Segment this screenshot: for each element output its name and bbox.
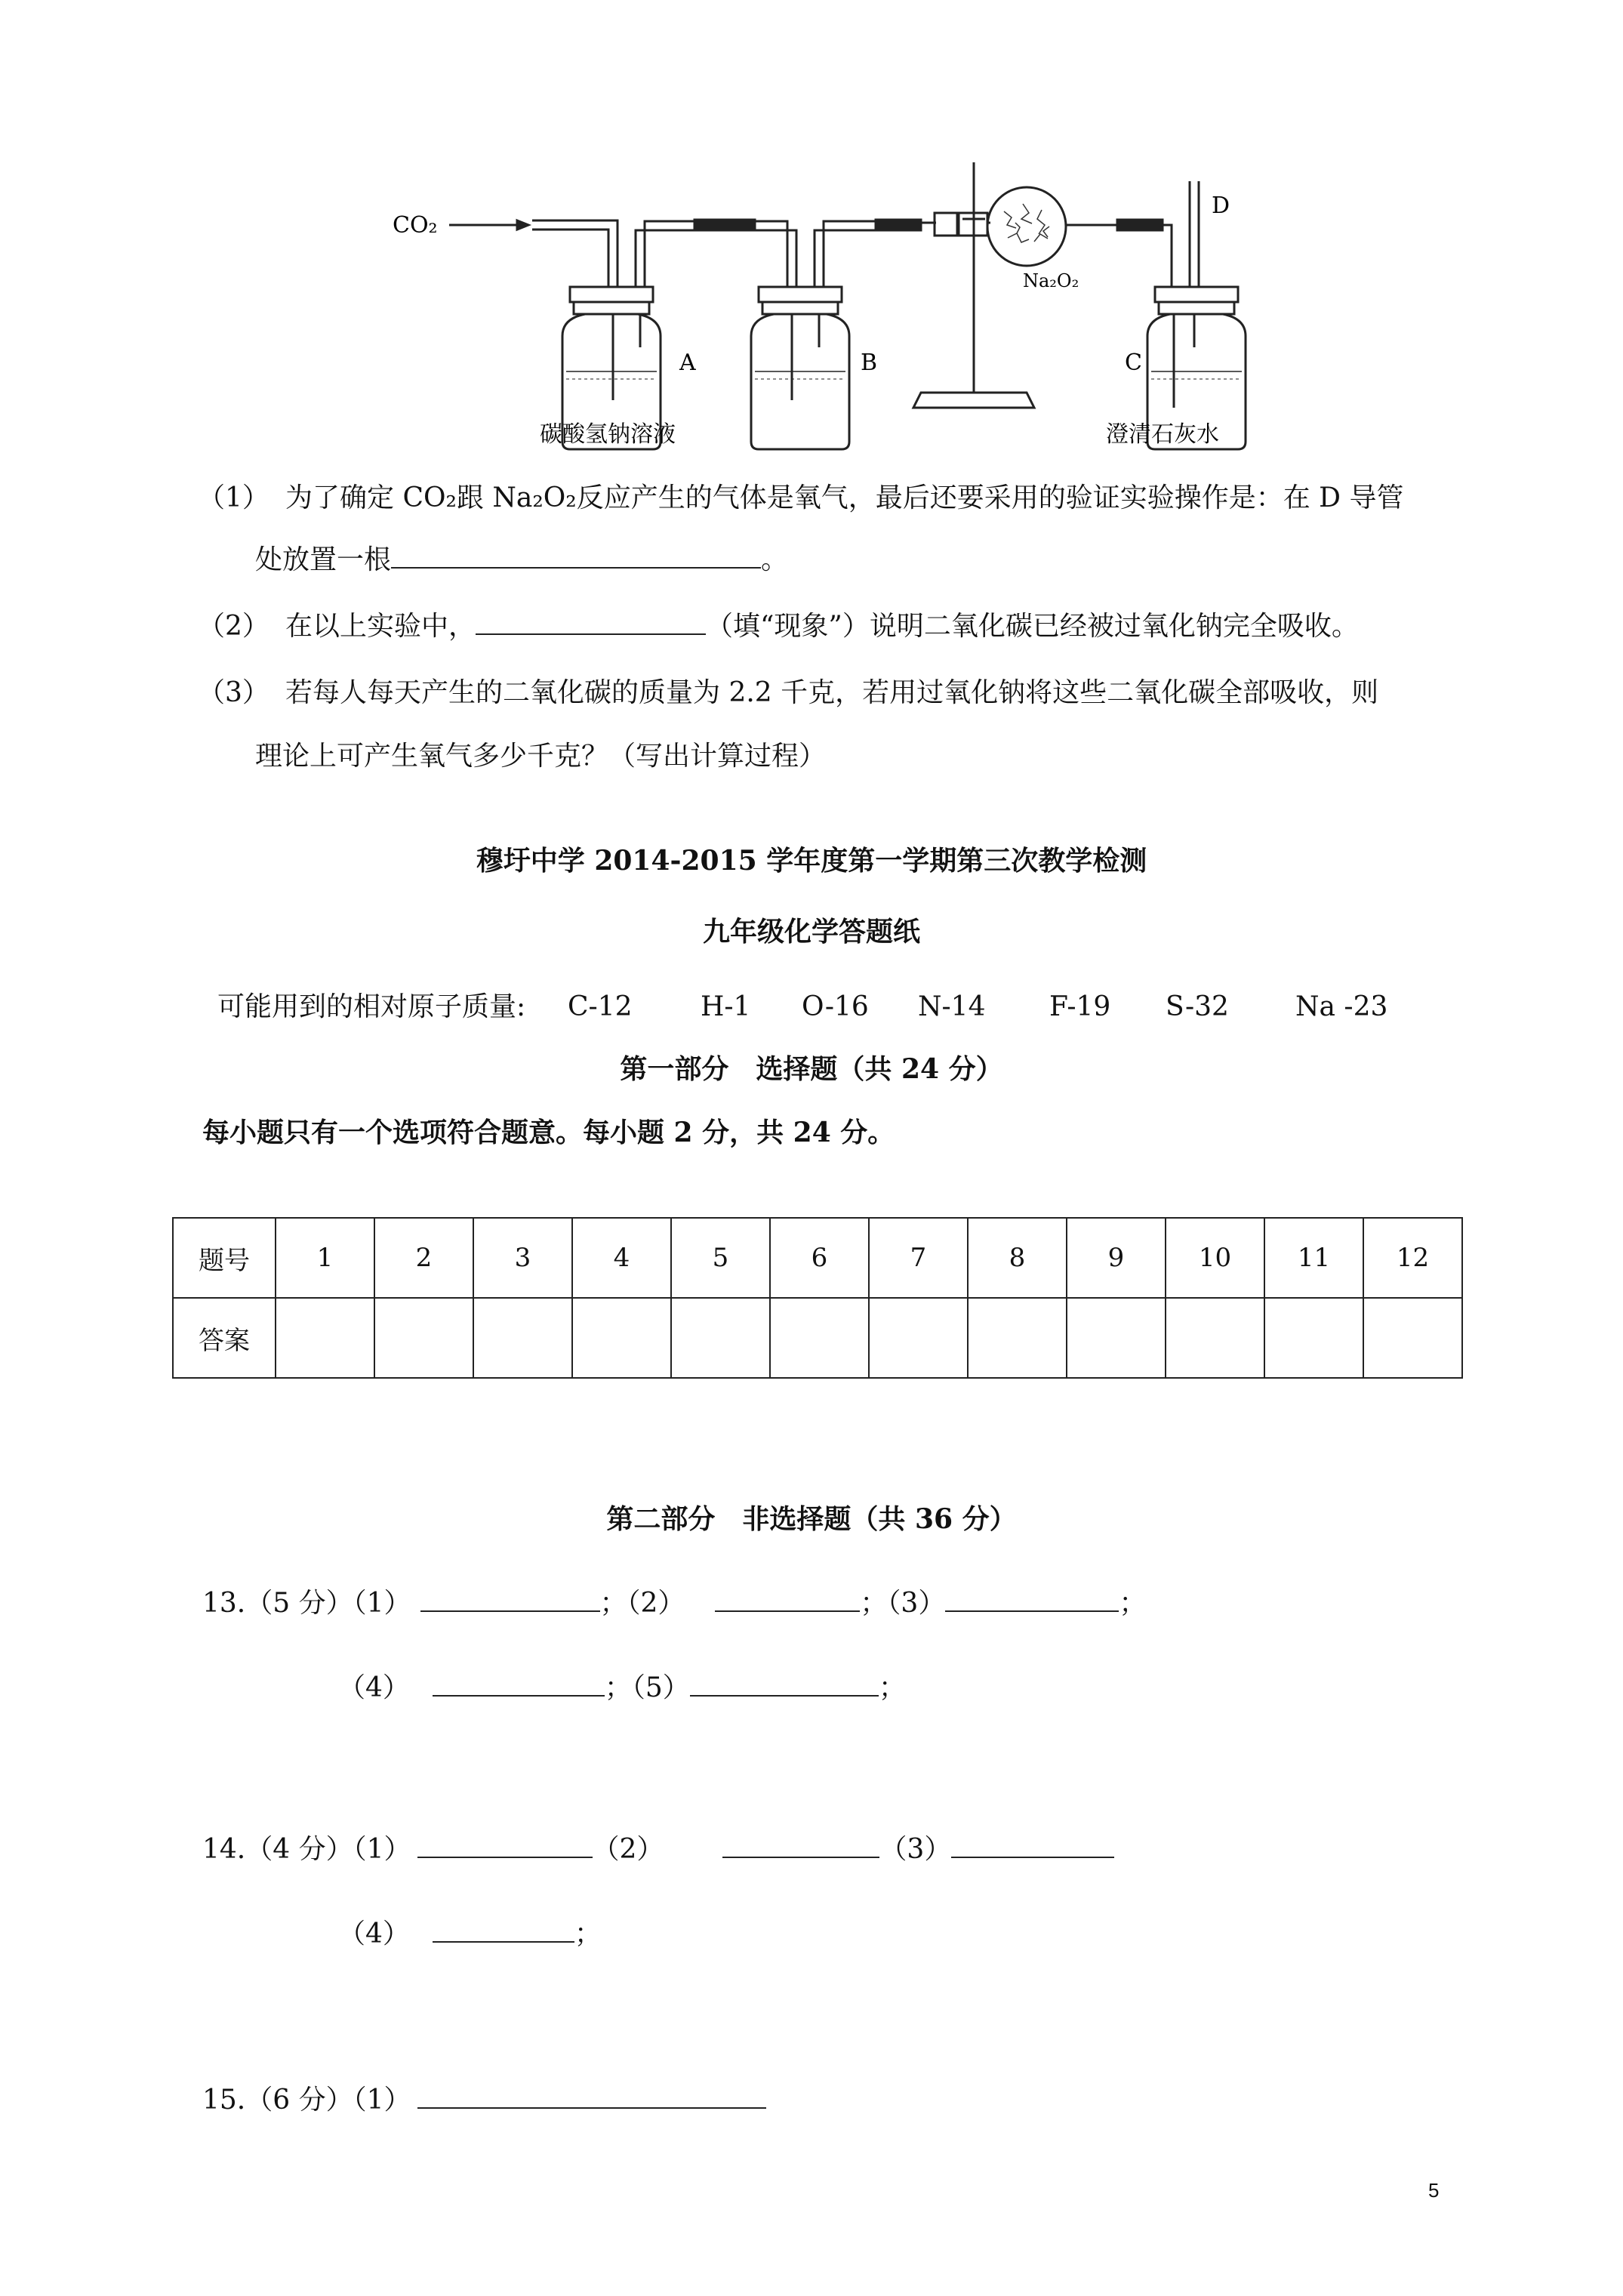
caption-sodium-bicarbonate: 碳酸氢钠溶液	[540, 421, 676, 448]
q1-line2-prefix: 处放置一根	[255, 544, 392, 575]
q2-suffix: （填“现象”）说明二氧化碳已经被过氧化钠完全吸收。	[706, 611, 1359, 642]
q13-label: 13.（5 分）（1）	[202, 1588, 411, 1619]
atomic-mass-label: 可能用到的相对原子质量:	[217, 991, 526, 1022]
na2o2-label: Na₂O₂	[1023, 270, 1079, 291]
atomic-mass-s: S-32	[1166, 991, 1229, 1022]
table-answer-row	[173, 1298, 1462, 1378]
page-number: 5	[1428, 2179, 1440, 2202]
atomic-mass-n: N-14	[918, 991, 986, 1022]
q13-sep-5: ；（5）	[604, 1672, 690, 1703]
part2-title: 第二部分 非选择题（共 36 分）	[606, 1503, 1017, 1535]
part1-instruction: 每小题只有一个选项符合题意。每小题 2 分，共 24 分。	[202, 1117, 895, 1148]
answer-cell[interactable]	[1166, 1298, 1264, 1378]
q14-blank-4[interactable]	[433, 1918, 574, 1943]
table-header-label: 题号	[173, 1218, 276, 1298]
q2-answer-blank[interactable]	[476, 611, 706, 635]
q2-number: （2）	[198, 611, 269, 642]
atomic-mass-c: C-12	[568, 991, 633, 1022]
question-number-cell: 8	[968, 1218, 1067, 1298]
q13-blank-4[interactable]	[433, 1672, 605, 1697]
q14-blank-3[interactable]	[951, 1834, 1114, 1858]
q13-end-2: ；	[878, 1672, 906, 1703]
question-number-cell: 11	[1264, 1218, 1363, 1298]
q14-blank-1[interactable]	[417, 1834, 593, 1858]
part1-title: 第一部分 选择题（共 24 分）	[620, 1053, 1003, 1085]
answer-cell[interactable]	[374, 1298, 473, 1378]
q13-blank-2[interactable]	[715, 1588, 860, 1612]
q2-prefix: 在以上实验中，	[285, 611, 476, 642]
q1-answer-blank[interactable]	[391, 544, 761, 569]
atomic-mass-na: Na -23	[1295, 991, 1388, 1022]
question-number-cell: 1	[276, 1218, 374, 1298]
answer-cell[interactable]	[473, 1298, 572, 1378]
label-a: A	[679, 350, 696, 376]
q14-label: 14.（4 分）（1）	[202, 1834, 411, 1865]
question-number-cell: 10	[1166, 1218, 1264, 1298]
q1-number: （1）	[198, 482, 269, 513]
q14-end: ；	[574, 1918, 602, 1949]
sheet-title: 九年级化学答题纸	[702, 916, 920, 948]
q1-line1: 为了确定 CO₂跟 Na₂O₂反应产生的气体是氧气，最后还要采用的验证实验操作是：在 D 导管	[285, 482, 1404, 513]
answer-cell[interactable]	[968, 1298, 1067, 1378]
answer-cell[interactable]	[770, 1298, 869, 1378]
table-header-row	[173, 1218, 1462, 1298]
q14-part4: （4）	[338, 1918, 410, 1949]
question-number-cell: 7	[869, 1218, 968, 1298]
answer-cell[interactable]	[276, 1298, 374, 1378]
atomic-mass-h: H-1	[701, 991, 751, 1022]
question-number-cell: 9	[1067, 1218, 1166, 1298]
apparatus-diagram	[377, 151, 1283, 453]
q13-blank-1[interactable]	[420, 1588, 600, 1612]
answer-cell[interactable]	[671, 1298, 770, 1378]
q13-blank-3[interactable]	[945, 1588, 1119, 1612]
caption-limewater: 澄清石灰水	[1106, 421, 1219, 448]
label-b: B	[861, 350, 878, 376]
q14-part3: （3）	[879, 1834, 952, 1865]
answer-cell[interactable]	[1264, 1298, 1363, 1378]
answer-table	[172, 1217, 1463, 1379]
answer-cell[interactable]	[1067, 1298, 1166, 1378]
table-answer-label: 答案	[173, 1298, 276, 1378]
answer-cell[interactable]	[869, 1298, 968, 1378]
q3-line1: 若每人每天产生的二氧化碳的质量为 2.2 千克，若用过氧化钠将这些二氧化碳全部吸收，则	[285, 677, 1379, 708]
question-number-cell: 12	[1363, 1218, 1462, 1298]
atomic-mass-f: F-19	[1049, 991, 1111, 1022]
q1-line2-suffix: 。	[761, 544, 789, 575]
q13-part4: （4）	[338, 1672, 410, 1703]
atomic-mass-o: O-16	[802, 991, 869, 1022]
label-c: C	[1125, 350, 1142, 376]
question-number-cell: 3	[473, 1218, 572, 1298]
q3-line2: 理论上可产生氧气多少千克？（写出计算过程）	[255, 741, 827, 772]
answer-cell[interactable]	[1363, 1298, 1462, 1378]
answer-cell[interactable]	[572, 1298, 671, 1378]
question-number-cell: 6	[770, 1218, 869, 1298]
q15-blank-1[interactable]	[417, 2085, 766, 2109]
q13-end: ；	[1119, 1588, 1147, 1619]
q13-blank-5[interactable]	[690, 1672, 879, 1697]
q13-sep-3: ；（3）	[860, 1588, 946, 1619]
q13-sep-2: ；（2）	[599, 1588, 685, 1619]
question-number-cell: 5	[671, 1218, 770, 1298]
q3-number: （3）	[198, 677, 269, 708]
q14-part2: （2）	[592, 1834, 664, 1865]
q15-label: 15.（6 分）（1）	[202, 2085, 411, 2116]
question-number-cell: 4	[572, 1218, 671, 1298]
label-d: D	[1212, 193, 1230, 219]
question-number-cell: 2	[374, 1218, 473, 1298]
co2-label: CO₂	[393, 212, 438, 239]
school-title: 穆圩中学 2014-2015 学年度第一学期第三次教学检测	[476, 845, 1147, 877]
q14-blank-2[interactable]	[722, 1834, 879, 1858]
